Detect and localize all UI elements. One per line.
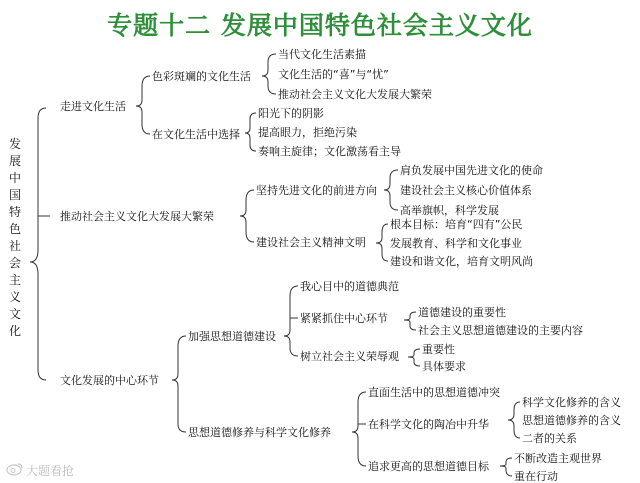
b3c2-bracket bbox=[352, 392, 366, 466]
b3-c2-d2-item-3: 二者的关系 bbox=[522, 432, 577, 445]
b3-c1-d1-label: 我心目中的道德典范 bbox=[300, 280, 399, 293]
b2c2-bracket bbox=[376, 224, 388, 261]
b2-c1-item-1: 肩负发展中国先进文化的使命 bbox=[400, 164, 543, 177]
branch-1-label: 走进文化生活 bbox=[60, 100, 126, 113]
branch-3-label: 文化发展的中心环节 bbox=[60, 374, 159, 387]
b2-child-1-label: 坚持先进文化的前进方向 bbox=[256, 184, 377, 197]
b3-child-1-label: 加强思想道德建设 bbox=[188, 330, 276, 343]
b3-c1-d2-label: 紧紧抓住中心环节 bbox=[300, 312, 388, 325]
weibo-logo-icon bbox=[6, 462, 24, 476]
b3-c1-d2-item-1: 道德建设的重要性 bbox=[418, 306, 506, 319]
b1-child-2-label: 在文化生活中选择 bbox=[152, 128, 240, 141]
b3-bracket bbox=[172, 336, 186, 432]
b3-child-2-label: 思想道德修养与科学文化修养 bbox=[188, 426, 331, 439]
watermark-text: 大题看抢 bbox=[26, 464, 75, 478]
b1-c1-item-1: 当代文化生活素描 bbox=[278, 48, 366, 61]
b2c1-bracket bbox=[384, 170, 398, 210]
root-text: 发展中国特色社会主义文化 bbox=[8, 137, 21, 338]
b3c1d3-bracket bbox=[408, 349, 420, 366]
root-bracket bbox=[30, 108, 46, 380]
b2-child-2-label: 建设社会主义精神文明 bbox=[256, 236, 366, 249]
b1-c1-item-3: 推动社会主义文化大发展大繁荣 bbox=[278, 88, 432, 101]
b1c1-bracket bbox=[262, 54, 276, 94]
b2-c2-item-1: 根本目标：培育“四有”公民 bbox=[390, 218, 523, 231]
b3-c2-d3-item-1: 不断改造主观世界 bbox=[514, 452, 602, 465]
b3-c1-d2-item-2: 社会主义思想道德建设的主要内容 bbox=[418, 324, 583, 337]
b3-c2-d1-label: 直面生活中的思想道德冲突 bbox=[368, 386, 500, 399]
b1-bracket bbox=[136, 76, 150, 134]
b3c2d2-bracket bbox=[508, 402, 520, 438]
b3-c2-d2-item-2: 思想道德修养的含义 bbox=[522, 414, 621, 427]
b1-c2-item-3: 奏响主旋律；文化激荡看主导 bbox=[258, 145, 401, 158]
b1-c2-item-1: 阳光下的阴影 bbox=[258, 107, 324, 120]
b1c2-bracket bbox=[245, 113, 256, 151]
b3c1-bracket bbox=[284, 286, 298, 356]
b3c2d3-bracket bbox=[500, 458, 512, 476]
b1-child-1-label: 色彩斑斓的文化生活 bbox=[152, 70, 251, 83]
b3-c1-d3-item-2: 具体要求 bbox=[422, 360, 466, 373]
b3-c2-d2-item-1: 科学文化修养的含义 bbox=[522, 396, 621, 409]
b1-c1-item-2: 文化生活的“喜”与“忧” bbox=[278, 68, 389, 81]
b3-c2-d3-item-2: 重在行动 bbox=[514, 470, 558, 483]
b3c1d2-bracket bbox=[404, 312, 416, 330]
b1-c2-item-2: 提高眼力，拒绝污染 bbox=[258, 126, 357, 139]
page-title: 专题十二 发展中国特色社会主义文化 bbox=[107, 11, 533, 40]
b2-c2-item-3: 建设和谐文化，培育文明风尚 bbox=[390, 255, 533, 268]
b2-c1-item-2: 建设社会主义核心价值体系 bbox=[400, 184, 532, 197]
b2-bracket bbox=[240, 190, 254, 242]
b3-c2-d3-label: 追求更高的思想道德目标 bbox=[368, 460, 489, 473]
b3-c2-d2-label: 在科学文化的陶冶中升华 bbox=[368, 418, 489, 431]
b3-c1-d3-label: 树立社会主义荣辱观 bbox=[300, 350, 399, 363]
b2-c2-item-2: 发展教育、科学和文化事业 bbox=[390, 237, 522, 250]
branch-2-label: 推动社会主义文化大发展大繁荣 bbox=[60, 210, 214, 223]
b2-c1-item-3: 高举旗帜，科学发展 bbox=[400, 204, 499, 217]
root-label bbox=[8, 136, 24, 340]
b3-c1-d3-item-1: 重要性 bbox=[422, 343, 455, 356]
